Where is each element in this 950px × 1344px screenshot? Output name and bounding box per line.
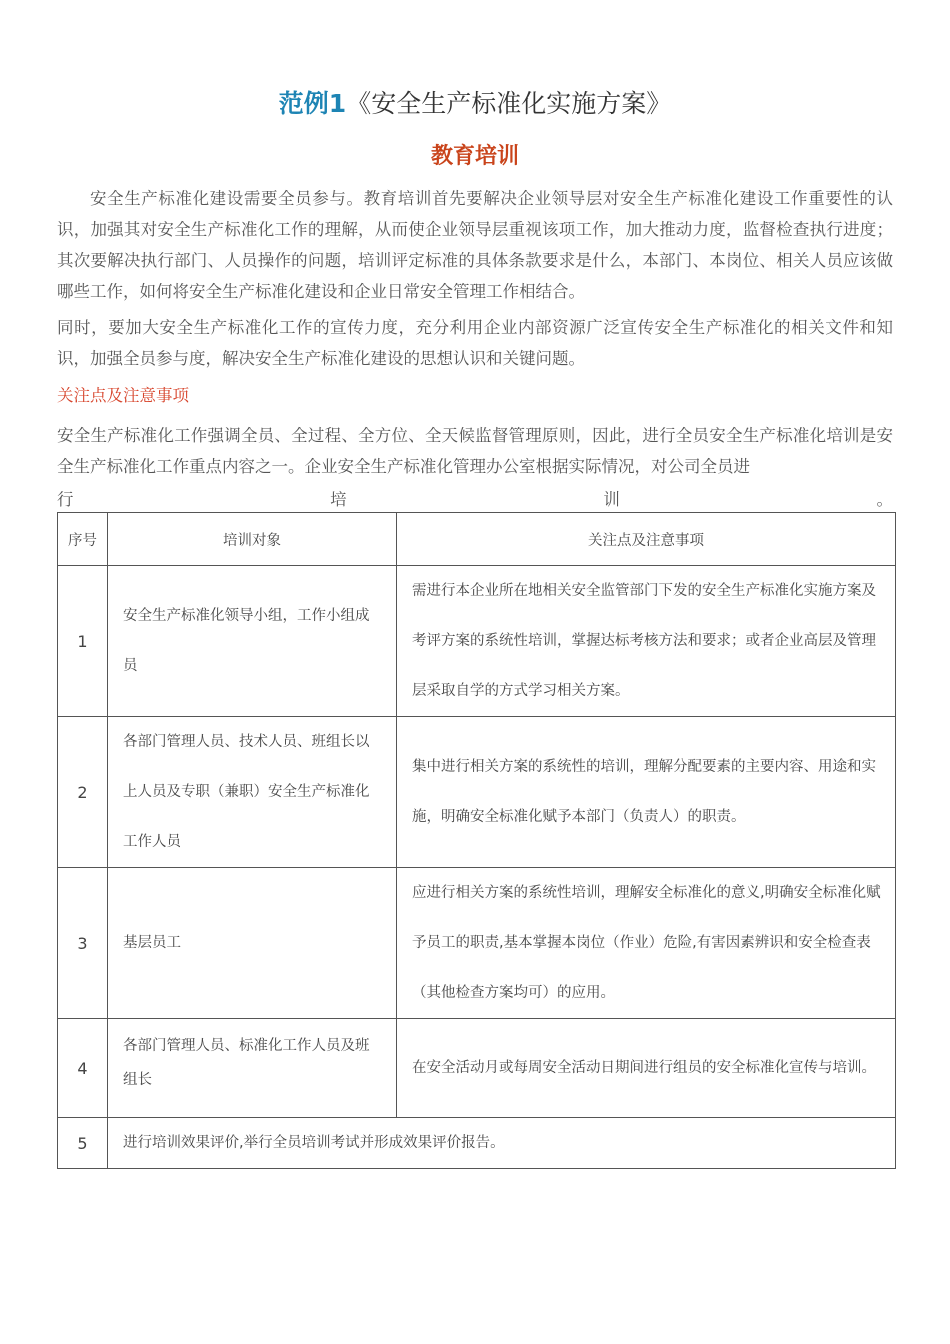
- header-target: 培训对象: [108, 513, 397, 566]
- tail-char: 训: [603, 490, 620, 509]
- row-merged: [108, 1118, 896, 1169]
- row-notes: [397, 868, 896, 1019]
- notes-text: 需进行本企业所在地相关安全监管部门下发的安全生产标准化实施方案及考评方案的系统性培训，掌握达标考核方法和要求；或者企业高层及管理层采取自学的方式学习相关方案。: [412, 583, 876, 699]
- row-target: [108, 566, 397, 717]
- target-text-line1: 各部门管理人员、标准化工作人员及班: [123, 1038, 370, 1054]
- row-target: [108, 717, 397, 868]
- row-number: 1: [58, 566, 108, 717]
- row-target: [108, 1019, 397, 1118]
- table-row: [58, 717, 896, 868]
- table-header-row: [58, 513, 896, 566]
- row-number: 2: [58, 717, 108, 868]
- table-row: [58, 1019, 896, 1118]
- tail-char: 。: [876, 490, 893, 509]
- row-number: 3: [58, 868, 108, 1019]
- table-row: [58, 566, 896, 717]
- row-number: 5: [58, 1118, 108, 1169]
- training-table: [57, 512, 896, 1169]
- target-text: 基层员工: [123, 935, 181, 951]
- row-notes: [397, 717, 896, 868]
- row-number: 4: [58, 1019, 108, 1118]
- paragraph-intro: 安全生产标准化建设需要全员参与。教育培训首先要解决企业领导层对安全生产标准化建设工作重要性的认识，加强其对安全生产标准化工作的理解，从而使企业领导层重视该项工作，加大推动力度，监督检查执行进度；其次要解决执行部门、人员操作的问题，培训评定标准的具体条款要求是什么，本部门、本岗位、相关人员应该做哪些工作，如何将安全生产标准化建设和企业日常安全管理工作相结合。: [57, 189, 893, 301]
- notes-text: 在安全活动月或每周安全活动日期间进行组员的安全标准化宣传与培训。: [412, 1060, 876, 1076]
- table-row: [58, 1118, 896, 1169]
- target-text: 各部门管理人员、技术人员、班组长以上人员及专职（兼职）安全生产标准化工作人员: [123, 734, 370, 850]
- document-title: [0, 84, 950, 124]
- row-target: [108, 868, 397, 1019]
- notes-text: 应进行相关方案的系统性培训，理解安全标准化的意义,明确安全标准化赋予员工的职责,基本掌握本岗位（作业）危险,有害因素辨识和安全检查表（其他检查方案均可）的应用。: [412, 885, 881, 1001]
- focus-points-heading: 关注点及注意事项: [57, 386, 189, 405]
- header-number: 序号: [58, 513, 108, 566]
- tail-char: 培: [330, 490, 347, 509]
- table-row: [58, 868, 896, 1019]
- title-main: 《安全生产标准化实施方案》: [346, 89, 672, 118]
- notes-text: 集中进行相关方案的系统性的培训，理解分配要素的主要内容、用途和实施，明确安全标准化赋予本部门（负责人）的职责。: [412, 759, 876, 825]
- section-title: 教育培训: [430, 144, 519, 169]
- header-notes: 关注点及注意事项: [397, 513, 896, 566]
- row-notes: [397, 566, 896, 717]
- title-prefix: 范例1: [278, 89, 347, 118]
- row-notes: [397, 1019, 896, 1118]
- tail-char: 行: [57, 490, 74, 509]
- target-text: 安全生产标准化领导小组，工作小组成员: [123, 608, 370, 674]
- paragraph-principles-tail: [57, 484, 893, 515]
- paragraph-publicity: 同时，要加大安全生产标准化工作的宣传力度，充分利用企业内部资源广泛宣传安全生产标准化的相关文件和知识，加强全员参与度，解决安全生产标准化建设的思想认识和关键问题。: [57, 318, 893, 368]
- target-text-line2: 组长: [123, 1072, 152, 1088]
- merged-text: 进行培训效果评价,举行全员培训考试并形成效果评价报告。: [123, 1135, 505, 1151]
- paragraph-principles: 安全生产标准化工作强调全员、全过程、全方位、全天候监督管理原则，因此，进行全员安全生产标准化培训是安全生产标准化工作重点内容之一。企业安全生产标准化管理办公室根据实际情况，对公司全员进: [57, 426, 893, 476]
